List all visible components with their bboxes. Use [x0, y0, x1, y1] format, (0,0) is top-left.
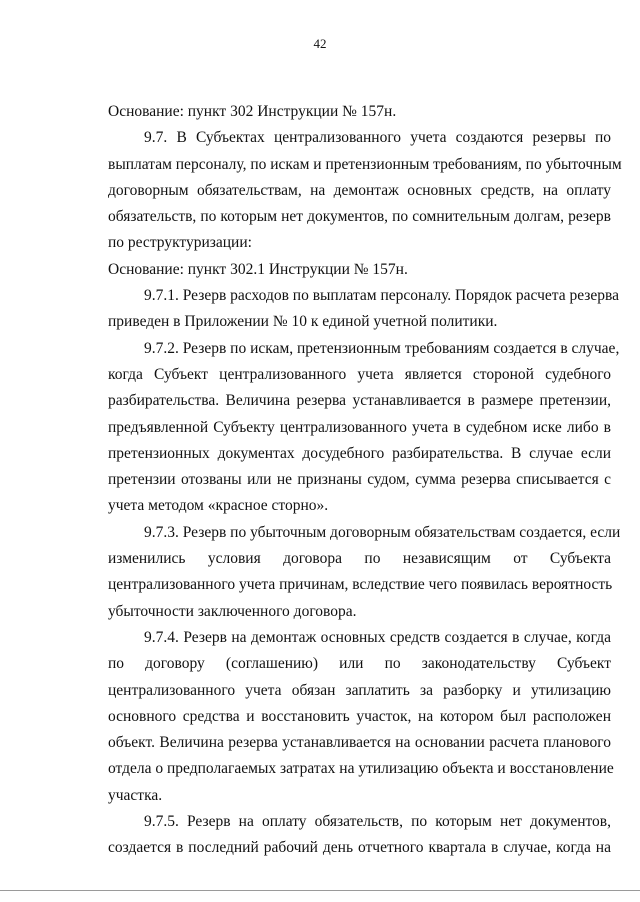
- text-line: разбирательства. Величина резерва устанавливается в размере претензии,: [108, 392, 611, 410]
- text-line: 9.7.1. Резерв расходов по выплатам персоналу. Порядок расчета резерва: [144, 287, 620, 305]
- text-line: объект. Величина резерва устанавливается на основании расчета планового: [108, 734, 611, 752]
- text-line: Основание: пункт 302.1 Инструкции № 157н.: [108, 260, 408, 278]
- text-line: по договору (соглашению) или по законодательству Субъект: [108, 655, 611, 673]
- text-line: учета методом «красное сторно».: [108, 497, 329, 515]
- text-line: 9.7.2. Резерв по искам, претензионным требованиям создается в случае,: [144, 339, 620, 357]
- text-line: убыточности заключенного договора.: [108, 602, 357, 620]
- text-line: 9.7.5. Резерв на оплату обязательств, по которым нет документов,: [144, 813, 611, 831]
- text-line: Основание: пункт 302 Инструкции № 157н.: [108, 103, 397, 120]
- text-line: обязательств, по которым нет документов, по сомнительным долгам, резерв: [108, 208, 611, 226]
- text-line: приведен в Приложении № 10 к единой учетной политики.: [108, 313, 498, 331]
- text-line: претензионных документах досудебного разбирательства. В случае если: [108, 444, 611, 462]
- page-number: 42: [313, 36, 327, 51]
- text-line: выплатам персоналу, по искам и претензионным требованиям, по убыточным: [108, 155, 622, 173]
- scan-edge-line: [0, 890, 640, 891]
- text-line: 9.7.3. Резерв по убыточным договорным обязательствам создается, если: [144, 523, 621, 541]
- text-line: 9.7. В Субъектах централизованного учета создаются резервы по: [144, 129, 611, 147]
- document-body: [108, 99, 622, 862]
- text-line: участка.: [108, 786, 163, 804]
- text-line: предъявленной Субъекту централизованного учета в судебном иске либо в: [108, 418, 611, 436]
- text-line: договорным обязательствам, на демонтаж основных средств, на оплату: [108, 181, 611, 199]
- text-line: создается в последний рабочий день отчетного квартала в случае, когда на: [108, 839, 611, 857]
- text-line: 9.7.4. Резерв на демонтаж основных средств создается в случае, когда: [144, 628, 611, 646]
- text-line: когда Субъект централизованного учета является стороной судебного: [108, 365, 611, 383]
- text-line: по реструктуризации:: [108, 234, 252, 252]
- text-line: претензии отозваны или не признаны судом, сумма резерва списывается с: [108, 471, 611, 489]
- text-line: основного средства и восстановить участок, на котором был расположен: [108, 707, 611, 725]
- text-line: отдела о предполагаемых затратах на утилизацию объекта и восстановление: [108, 760, 614, 778]
- text-line: централизованного учета обязан заплатить за разборку и утилизацию: [108, 681, 611, 699]
- text-line: изменились условия договора по независящим от Субъекта: [108, 550, 611, 568]
- text-line: централизованного учета причинам, вследствие чего появилась вероятность: [108, 576, 613, 594]
